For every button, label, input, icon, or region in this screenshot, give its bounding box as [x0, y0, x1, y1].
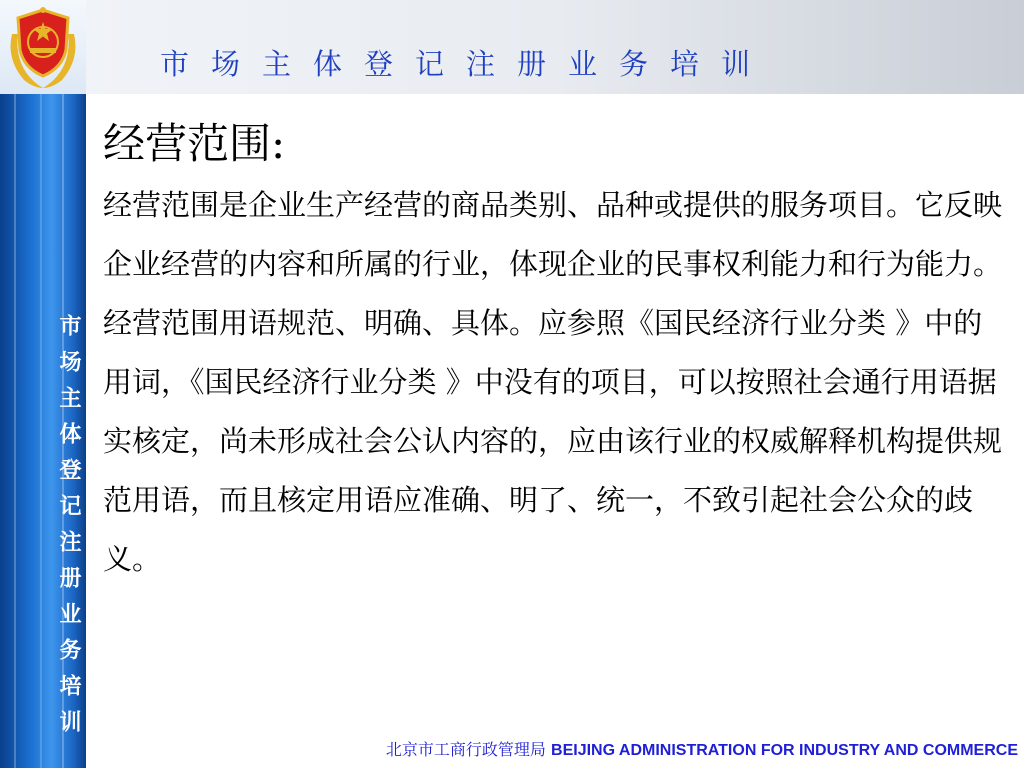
emblem-box	[0, 0, 86, 94]
header-title: 市场主体登记注册业务培训	[160, 47, 773, 81]
footer	[386, 737, 1018, 760]
paragraph: 经营范围用语规范、明确、具体。应参照《国民经济行业分类 》中的用词，《国民经济行业分类 》中没有的项目，可以按照社会通行用语据实核定，尚未形成社会公认内容的，应由该行业的权威解释机构提供规范用语，而且核定用语应准确、明了、统一，不致引起社会公众的歧义。	[103, 306, 1003, 576]
paragraph: 经营范围是企业生产经营的商品类别、品种或提供的服务项目。它反映企业经营的内容和所属的行业，体现企业的民事权利能力和行为能力。	[103, 188, 1003, 281]
left-band	[0, 0, 86, 768]
emblem-icon	[4, 4, 82, 90]
footer-org-cn: 北京市工商行政管理局	[385, 740, 546, 759]
section-title: 经营范围:	[103, 119, 286, 168]
footer-org-en: BEIJING ADMINISTRATION FOR INDUSTRY AND COMMERCE	[551, 742, 1018, 759]
body-text	[103, 176, 1003, 589]
vertical-title: 市场主体登记注册业务培训	[56, 314, 81, 746]
